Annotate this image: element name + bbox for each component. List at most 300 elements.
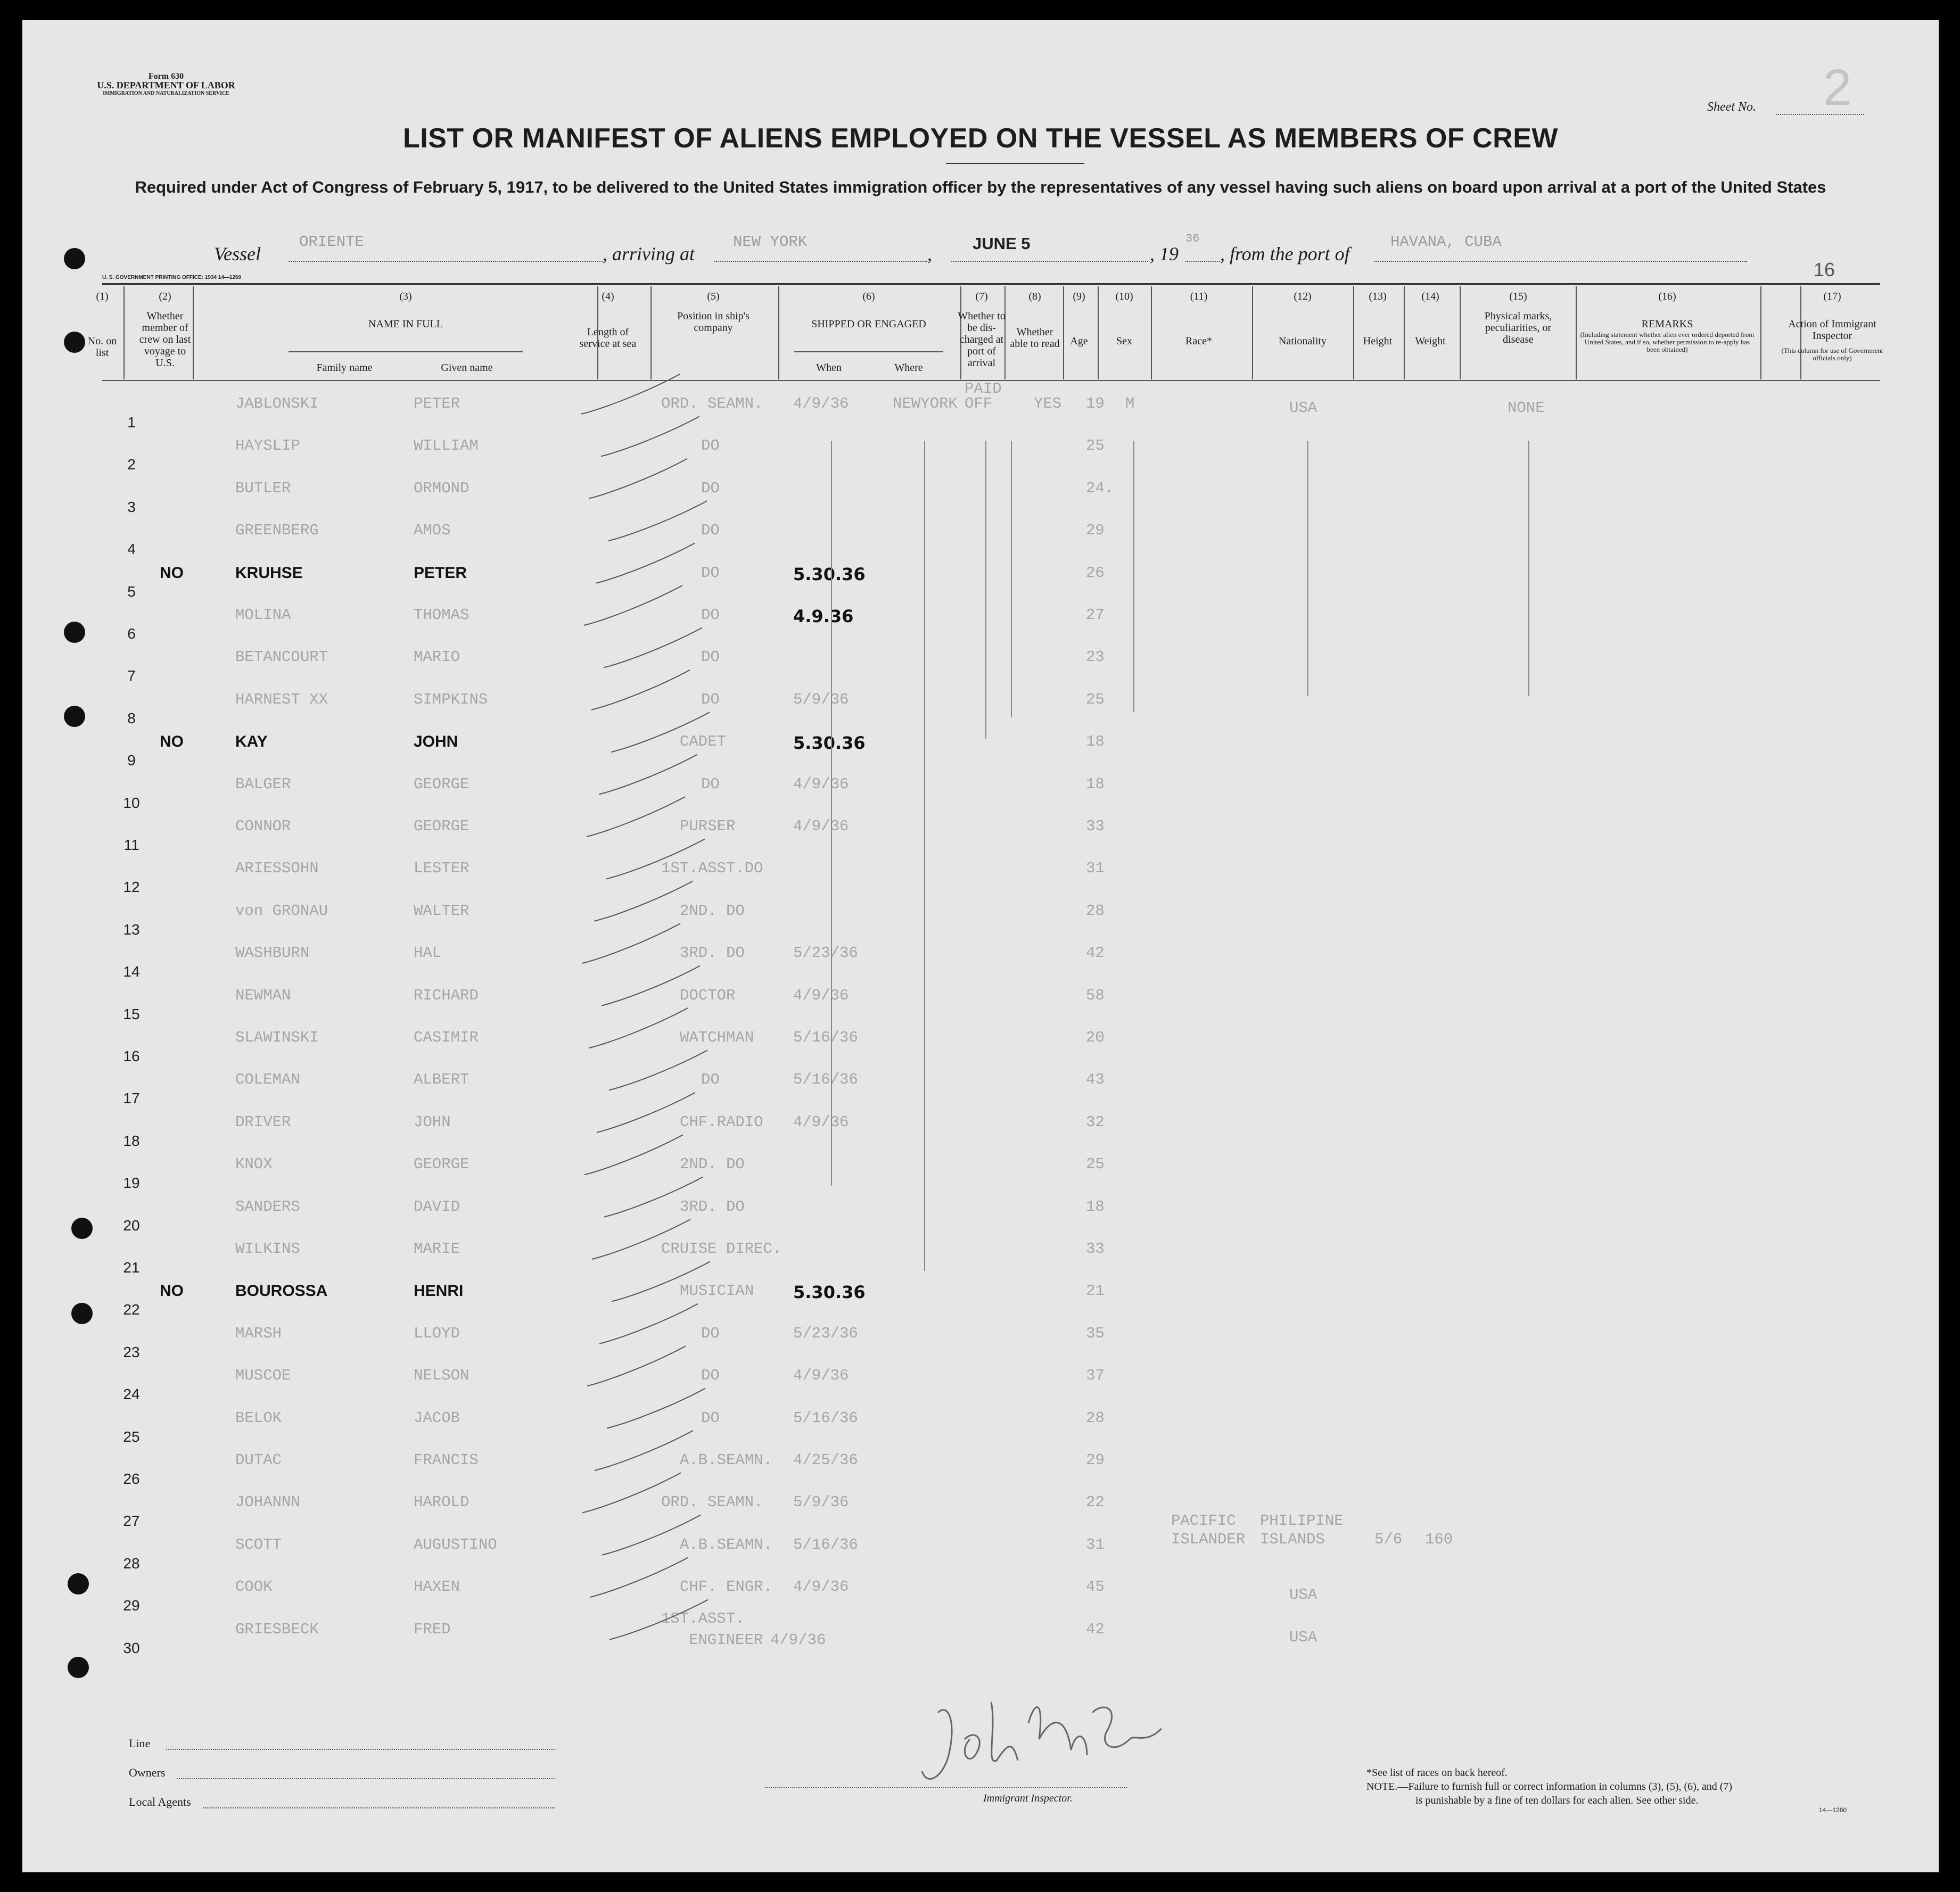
line-dots — [166, 1749, 555, 1750]
shipped-when: 4/9/36 — [793, 1578, 849, 1596]
shipped-when: 5.30.36 — [793, 564, 866, 584]
position: DO — [701, 690, 720, 708]
family-name: MUSCOE — [235, 1367, 291, 1385]
row-number: 20 — [123, 1217, 140, 1234]
age: 31 — [1086, 860, 1105, 878]
position: DO — [701, 606, 720, 624]
position: DO — [701, 1324, 720, 1342]
age: 43 — [1086, 1071, 1105, 1089]
sex: M — [1125, 395, 1135, 412]
shipped-when: 5/16/36 — [793, 1029, 858, 1046]
pen-checkmarks — [22, 20, 1939, 1872]
family-name: BOUROSSA — [235, 1282, 328, 1300]
family-name: NEWMAN — [235, 986, 291, 1004]
position: WATCHMAN — [680, 1029, 754, 1046]
line-label: Line — [129, 1737, 151, 1750]
age: 42 — [1086, 1620, 1105, 1638]
given-name: SIMPKINS — [414, 690, 488, 708]
inspector-signature — [917, 1681, 1183, 1798]
column-number: (14) — [1421, 291, 1439, 302]
given-name: LLOYD — [414, 1324, 460, 1342]
checkmark — [591, 670, 690, 710]
previous-voyage: NO — [160, 733, 184, 751]
family-name: WASHBURN — [235, 944, 310, 962]
row-number: 11 — [123, 837, 139, 853]
given-name: ORMOND — [414, 479, 470, 497]
height: 5/6 — [1374, 1530, 1403, 1548]
year-suffix: 36 — [1185, 232, 1200, 245]
age: 24. — [1086, 479, 1114, 497]
given-name: HAROLD — [414, 1493, 470, 1511]
position: A.B.SEAMN. — [680, 1535, 773, 1554]
age: 31 — [1086, 1535, 1105, 1554]
row-number: 14 — [123, 963, 140, 980]
column-header: Weight — [1415, 335, 1446, 347]
agents-dots — [203, 1807, 555, 1808]
binder-hole — [64, 248, 85, 269]
family-name: ARIESSOHN — [235, 860, 319, 878]
checkmark — [612, 1261, 710, 1301]
checkmark — [584, 1135, 683, 1175]
column-header: NAME IN FULL — [368, 318, 443, 330]
given-name: AUGUSTINO — [414, 1535, 497, 1554]
column-number: (2) — [159, 291, 171, 302]
row-number: 3 — [127, 498, 136, 515]
family-name: BELOK — [235, 1409, 282, 1427]
shipped-when: 4/9/36 — [793, 817, 849, 835]
sheet-number-label: Sheet No. — [1707, 100, 1756, 114]
checkmark — [609, 1050, 707, 1090]
row-number: 10 — [123, 794, 140, 811]
position: CADET — [680, 733, 727, 751]
position: CHF.RADIO — [680, 1113, 763, 1131]
position: ENGINEER — [689, 1631, 763, 1649]
row-number: 6 — [127, 625, 136, 642]
row-number: 4 — [127, 541, 136, 558]
weight: 160 — [1425, 1530, 1453, 1548]
position: CRUISE DIREC. — [661, 1240, 782, 1258]
family-name: GRIESBECK — [235, 1620, 319, 1638]
position: A.B.SEAMN. — [680, 1451, 773, 1469]
form-number: Form 630 — [148, 72, 184, 81]
given-name: HENRI — [414, 1282, 464, 1300]
sheet-number-value: 2 — [1823, 59, 1852, 116]
column-subheader: When — [816, 362, 842, 374]
column-number: (5) — [707, 291, 720, 302]
age: 26 — [1086, 564, 1105, 582]
family-name: GREENBERG — [235, 522, 319, 540]
checkmark — [602, 1515, 701, 1555]
shipped-when: 4/9/36 — [793, 1367, 849, 1385]
checkmark — [610, 1600, 708, 1640]
row-number: 24 — [123, 1386, 140, 1403]
position: DO — [701, 479, 720, 497]
vessel-value: ORIENTE — [299, 233, 364, 251]
position: DO — [701, 1071, 720, 1089]
age: 20 — [1086, 1029, 1105, 1046]
race: ISLANDER — [1171, 1530, 1246, 1548]
row-number: 21 — [123, 1259, 140, 1276]
position: PURSER — [680, 817, 736, 835]
inspector-caption: Immigrant Inspector. — [983, 1792, 1073, 1804]
nationality: ISLANDS — [1260, 1530, 1325, 1548]
checkmark — [590, 1557, 688, 1597]
shipped-when: 4/9/36 — [793, 395, 849, 412]
position: 2ND. DO — [680, 1155, 745, 1174]
given-name: MARIO — [414, 648, 460, 666]
discharged: OFF — [965, 395, 993, 412]
column-header: Whether able to read — [1010, 326, 1060, 350]
checkmark — [596, 543, 695, 583]
age: 45 — [1086, 1578, 1105, 1596]
family-name: COLEMAN — [235, 1071, 300, 1089]
row-number: 13 — [123, 921, 140, 938]
binder-hole — [64, 332, 85, 353]
year-prefix: , 19 — [1150, 243, 1179, 265]
column-header: Race* — [1185, 335, 1212, 347]
row-number: 7 — [127, 667, 136, 684]
manifest-sheet — [22, 20, 1939, 1872]
position: DO — [701, 522, 720, 540]
age: 29 — [1086, 1451, 1105, 1469]
column-header: Sex — [1116, 335, 1132, 347]
age: 25 — [1086, 690, 1105, 708]
given-name: MARIE — [414, 1240, 460, 1258]
shipped-when: 4/9/36 — [793, 986, 849, 1004]
column-header: No. on list — [87, 335, 117, 359]
age: 32 — [1086, 1113, 1105, 1131]
given-name: JOHN — [414, 733, 458, 751]
age: 35 — [1086, 1324, 1105, 1342]
shipped-when: 4/25/36 — [793, 1451, 858, 1469]
shipped-when: 4/9/36 — [793, 1113, 849, 1131]
signature-line — [765, 1787, 1127, 1788]
checkmark — [587, 1346, 686, 1386]
nationality: PHILIPINE — [1260, 1511, 1344, 1530]
arriving-label: , arriving at — [603, 243, 695, 265]
column-number: (1) — [96, 291, 109, 302]
family-name: COOK — [235, 1578, 273, 1596]
row-number: 27 — [123, 1513, 140, 1530]
column-header: SHIPPED OR ENGAGED — [811, 318, 926, 330]
checkmark — [587, 797, 685, 837]
age: 33 — [1086, 1240, 1105, 1258]
family-name: KRUHSE — [235, 564, 303, 582]
given-name: GEORGE — [414, 817, 470, 835]
race-footnote: *See list of races on back hereof. — [1366, 1767, 1508, 1779]
column-subheader: Family name — [316, 362, 373, 374]
column-number: (17) — [1823, 291, 1841, 302]
nationality: USA — [1289, 399, 1317, 417]
previous-voyage: NO — [160, 1282, 184, 1300]
position: 1ST.ASST. — [661, 1609, 745, 1627]
given-name: HAXEN — [414, 1578, 460, 1596]
arriving-value: NEW YORK — [733, 233, 808, 251]
family-name: SCOTT — [235, 1535, 282, 1554]
arrival-date-value: JUNE 5 — [973, 234, 1031, 253]
shipped-when: 5.30.36 — [793, 733, 866, 754]
column-number: (3) — [399, 291, 412, 302]
column-number: (11) — [1190, 291, 1208, 302]
column-header: Length of service at sea — [579, 326, 637, 350]
given-name: JOHN — [414, 1113, 451, 1131]
row-number: 2 — [127, 456, 136, 473]
given-name: PETER — [414, 395, 460, 412]
row-number: 1 — [127, 414, 136, 431]
given-name: ALBERT — [414, 1071, 470, 1089]
position: MUSICIAN — [680, 1282, 754, 1300]
position: ORD. SEAMN. — [661, 395, 763, 412]
printing-office: U. S. GOVERNMENT PRINTING OFFICE: 1934 14—1260 — [102, 275, 242, 280]
given-name: NELSON — [414, 1367, 470, 1385]
row-number: 8 — [127, 709, 136, 726]
crew-count: 16 — [1814, 259, 1835, 280]
position: DO — [701, 1367, 720, 1385]
binder-hole — [71, 1303, 93, 1324]
checkmark — [599, 1304, 698, 1344]
given-name: DAVID — [414, 1197, 460, 1216]
column-number: (10) — [1115, 291, 1133, 302]
checkmark — [601, 416, 699, 456]
checkmark — [597, 1093, 695, 1133]
given-name: PETER — [414, 564, 467, 582]
binder-hole — [68, 1657, 89, 1678]
shipped-when: 5/23/36 — [793, 1324, 858, 1342]
given-name: HAL — [414, 944, 442, 962]
position: ORD. SEAMN. — [661, 1493, 763, 1511]
row-number: 23 — [123, 1343, 140, 1360]
row-number: 15 — [123, 1005, 140, 1022]
row-number: 29 — [123, 1597, 140, 1614]
print-code: 14—1260 — [1819, 1806, 1847, 1814]
position: DO — [701, 648, 720, 666]
family-name: HAYSLIP — [235, 437, 300, 455]
family-name: MOLINA — [235, 606, 291, 624]
column-header: Position in ship's company — [677, 310, 750, 334]
family-name: SLAWINSKI — [235, 1029, 319, 1046]
checkmark — [606, 839, 705, 879]
able-to-read: YES — [1034, 395, 1062, 412]
row-number: 18 — [123, 1132, 140, 1149]
checkmark — [602, 966, 700, 1006]
position: DO — [701, 564, 720, 582]
column-number: (9) — [1073, 291, 1085, 302]
position: CHF. ENGR. — [680, 1578, 773, 1596]
shipped-when: 4/9/36 — [793, 775, 849, 793]
age: 27 — [1086, 606, 1105, 624]
row-number: 17 — [123, 1090, 140, 1107]
age: 42 — [1086, 944, 1105, 962]
checkmark — [611, 712, 710, 752]
nationality: USA — [1289, 1586, 1317, 1604]
family-name: HARNEST XX — [235, 690, 328, 708]
owners-dots — [177, 1778, 555, 1779]
age: 37 — [1086, 1367, 1105, 1385]
binder-hole — [71, 1218, 93, 1239]
given-name: THOMAS — [414, 606, 470, 624]
given-name: FRANCIS — [414, 1451, 479, 1469]
checkmark — [581, 374, 680, 414]
previous-voyage: NO — [160, 564, 184, 582]
agents-label: Local Agents — [129, 1795, 191, 1808]
page-subtitle: Required under Act of Congress of February 5, 1917, to be delivered to the United States immigration officer by the representatives of any vessel having such aliens on board upon arrival at a port of the United States — [135, 178, 1826, 196]
nationality: USA — [1289, 1628, 1317, 1646]
position: DO — [701, 437, 720, 455]
family-name: BALGER — [235, 775, 291, 793]
checkmark — [599, 755, 697, 795]
binder-hole — [64, 706, 85, 727]
position: 2ND. DO — [680, 902, 745, 920]
age: 28 — [1086, 902, 1105, 920]
given-name: AMOS — [414, 522, 451, 540]
row-number: 26 — [123, 1470, 140, 1487]
column-number: (4) — [602, 291, 614, 302]
penalty-note-2: is punishable by a fine of ten dollars for each alien. See other side. — [1415, 1795, 1699, 1806]
checkmark — [589, 1008, 688, 1048]
age: 18 — [1086, 733, 1105, 751]
column-number: (13) — [1369, 291, 1387, 302]
checkmark — [582, 1473, 681, 1513]
column-number: (12) — [1294, 291, 1312, 302]
family-name: MARSH — [235, 1324, 282, 1342]
given-name: JACOB — [414, 1409, 460, 1427]
row-number: 12 — [123, 879, 140, 896]
age: 25 — [1086, 437, 1105, 455]
shipped-when: 5.30.36 — [793, 1282, 866, 1303]
given-name: WILLIAM — [414, 437, 479, 455]
row-number: 28 — [123, 1555, 140, 1572]
family-name: BETANCOURT — [235, 648, 328, 666]
port-label: , from the port of — [1220, 243, 1350, 265]
page-title: LIST OR MANIFEST OF ALIENS EMPLOYED ON THE VESSEL AS MEMBERS OF CREW — [403, 123, 1558, 154]
column-header: Whether member of crew on last voyage to U.S. — [139, 310, 191, 369]
physical-marks: NONE — [1508, 399, 1545, 417]
column-header: Whether to be dis-charged at port of arrival — [958, 310, 1006, 369]
family-name: von GRONAU — [235, 902, 328, 920]
position: 1ST.ASST.DO — [661, 860, 763, 878]
age: 29 — [1086, 522, 1105, 540]
position: DO — [701, 1409, 720, 1427]
age: 58 — [1086, 986, 1105, 1004]
family-name: CONNOR — [235, 817, 291, 835]
given-name: RICHARD — [414, 986, 479, 1004]
age: 28 — [1086, 1409, 1105, 1427]
shipped-when: 5/9/36 — [793, 690, 849, 708]
family-name: WILKINS — [235, 1240, 300, 1258]
department-name: U.S. DEPARTMENT OF LABOR — [97, 80, 235, 90]
shipped-when: 5/9/36 — [793, 1493, 849, 1511]
row-number: 30 — [123, 1639, 140, 1656]
column-number: (8) — [1028, 291, 1041, 302]
column-header: Action of Immigrant Inspector — [1788, 318, 1876, 342]
age: 22 — [1086, 1493, 1105, 1511]
checkmark — [595, 1431, 693, 1470]
column-header: Physical marks, peculiarities, or disease — [1484, 310, 1552, 345]
row-number: 25 — [123, 1428, 140, 1445]
family-name: DRIVER — [235, 1113, 291, 1131]
race: PACIFIC — [1171, 1511, 1236, 1530]
shipped-when: 4/9/36 — [770, 1631, 826, 1649]
family-name: JABLONSKI — [235, 395, 319, 412]
column-header: Height — [1363, 335, 1393, 347]
footnote — [1366, 1766, 1846, 1807]
checkmark — [592, 1219, 690, 1259]
given-name: FRED — [414, 1620, 451, 1638]
column-header: Nationality — [1279, 335, 1327, 347]
checkmark — [594, 881, 693, 921]
position: 3RD. DO — [680, 1197, 745, 1216]
penalty-note-1: NOTE.—Failure to furnish full or correct information in columns (3), (5), (6), and (7) — [1366, 1781, 1733, 1792]
shipped-when: 4.9.36 — [793, 606, 854, 626]
age: 21 — [1086, 1282, 1105, 1300]
given-name: CASIMIR — [414, 1029, 479, 1046]
shipped-when: 5/16/36 — [793, 1071, 858, 1089]
age: 33 — [1086, 817, 1105, 835]
column-number: (16) — [1658, 291, 1676, 302]
column-note: (This column for use of Government officials only) — [1781, 346, 1883, 362]
position: 3RD. DO — [680, 944, 745, 962]
shipped-when: 5/16/36 — [793, 1409, 858, 1427]
row-number: 16 — [123, 1048, 140, 1064]
row-number: 9 — [127, 752, 136, 769]
position: DO — [701, 775, 720, 793]
checkmark — [604, 1177, 703, 1217]
family-name: KAY — [235, 733, 268, 751]
service-name: IMMIGRATION AND NATURALIZATION SERVICE — [103, 90, 229, 96]
shipped-when: 5/16/36 — [793, 1535, 858, 1554]
binder-hole — [68, 1573, 89, 1594]
shipped-when: 5/23/36 — [793, 944, 858, 962]
given-name: LESTER — [414, 860, 470, 878]
column-header: REMARKS — [1641, 318, 1693, 330]
row-number: 19 — [123, 1175, 140, 1192]
family-name: KNOX — [235, 1155, 273, 1174]
family-name: SANDERS — [235, 1197, 300, 1216]
family-name: JOHANNN — [235, 1493, 300, 1511]
checkmark — [608, 501, 707, 541]
given-name: WALTER — [414, 902, 470, 920]
checkmark — [607, 1389, 705, 1428]
checkmark — [604, 627, 702, 667]
comma-sep: , — [927, 243, 932, 265]
family-name: DUTAC — [235, 1451, 282, 1469]
given-name: GEORGE — [414, 1155, 470, 1174]
column-number: (7) — [975, 291, 988, 302]
row-number: 5 — [127, 583, 136, 600]
column-number: (6) — [862, 291, 875, 302]
discharged: PAID — [965, 380, 1002, 398]
row-number: 22 — [123, 1301, 140, 1318]
port-value: HAVANA, CUBA — [1390, 233, 1502, 251]
age: 25 — [1086, 1155, 1105, 1174]
column-note: (Including statement whether alien ever ordered deported from United States, and if so, whether permission to re-apply has been obtained) — [1580, 331, 1755, 353]
checkmark — [589, 459, 687, 499]
shipped-where: NEWYORK — [893, 395, 958, 412]
checkmark — [582, 923, 680, 963]
checkmark — [584, 585, 682, 625]
age: 18 — [1086, 1197, 1105, 1216]
column-subheader: Given name — [441, 362, 493, 374]
column-number: (15) — [1509, 291, 1527, 302]
given-name: GEORGE — [414, 775, 470, 793]
family-name: BUTLER — [235, 479, 291, 497]
column-header: Age — [1070, 335, 1088, 347]
vessel-label: Vessel — [214, 243, 261, 265]
age: 23 — [1086, 648, 1105, 666]
age: 19 — [1086, 395, 1105, 412]
column-subheader: Where — [894, 362, 923, 374]
age: 18 — [1086, 775, 1105, 793]
